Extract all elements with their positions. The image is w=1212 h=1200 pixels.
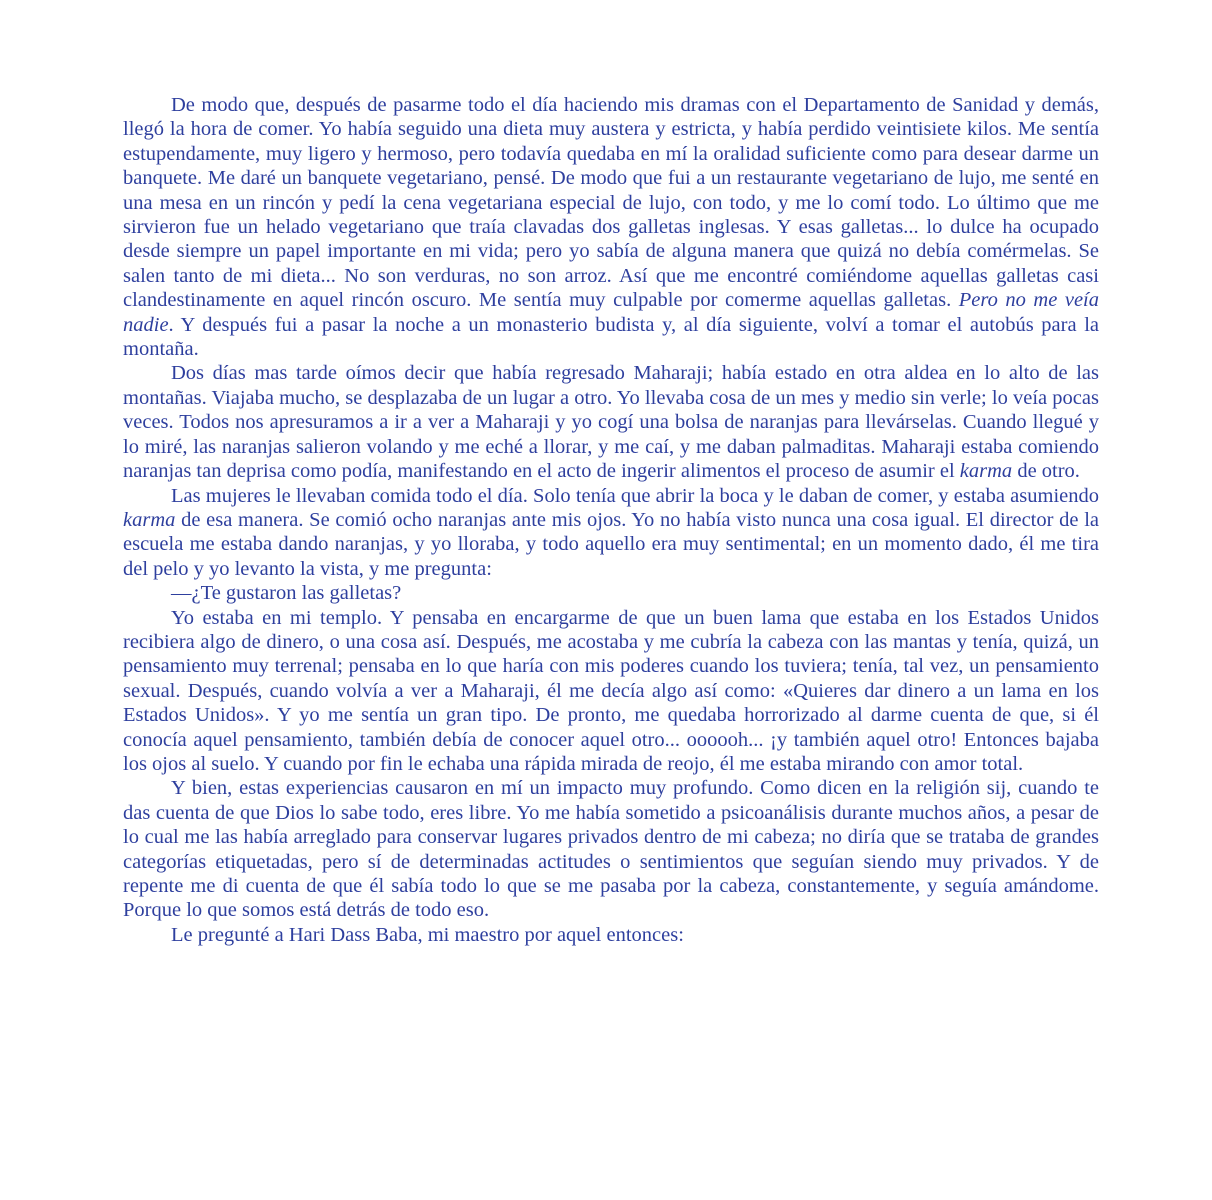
paragraph-3: [123, 484, 1099, 582]
text-run: Le pregunté a Hari Dass Baba, mi maestro por aquel entonces:: [171, 923, 684, 946]
text-run: de otro.: [1012, 460, 1080, 483]
italic-text-run: karma: [959, 460, 1013, 483]
paragraph-4-dialogue: [123, 581, 1099, 605]
italic-text-run: karma: [123, 508, 176, 531]
text-run: Y bien, estas experiencias causaron en mí un impacto muy profundo. Como dicen en la religión sij, cuando te das cuenta de que Dios lo sabe todo, eres libre. Yo me había sometido a psicoanálisis durante muchos años, a pesar de lo cual me las había arreglado para conservar lugares privados dentro de mi cabeza; no diría que se trataba de grandes categorías etiquetadas, pero sí de determinadas actitudes o sentimientos que seguían siendo muy privados. Y de repente me di cuenta de que él sabía todo lo que se me pasaba por la cabeza, constantemente, y seguía amándome. Porque lo que somos está detrás de todo eso.: [123, 777, 1099, 922]
text-run: Las mujeres le llevaban comida todo el día. Solo tenía que abrir la boca y le daban de comer, y estaba asumiendo: [171, 484, 1099, 507]
text-run: —¿Te gustaron las galletas?: [171, 582, 402, 605]
italic-text-run: Pero no me veía nadie: [123, 289, 1099, 336]
paragraph-1: [123, 93, 1099, 361]
text-run: Yo estaba en mi templo. Y pensaba en encargarme de que un buen lama que estaba en los Estados Unidos recibiera algo de dinero, o una cosa así. Después, me acostaba y me cubría la cabeza con las mantas y tenía, quizá, un pensamiento muy terrenal; pensaba en lo que haría con mis poderes cuando los tuviera; tenía, tal vez, un pensamiento sexual. Después, cuando volvía a ver a Maharaji, él me decía algo así como: «Quieres dar dinero a un lama en los Estados Unidos». Y yo me sentía un gran tipo. De pronto, me quedaba horrorizado al darme cuenta de que, si él conocía aquel pensamiento, también debía de conocer aquel otro... oooooh... ¡y también aquel otro! Entonces bajaba los ojos al suelo. Y cuando por fin le echaba una rápida mirada de reojo, él me estaba mirando con amor total.: [123, 606, 1099, 775]
text-run: de esa manera. Se comió ocho naranjas ante mis ojos. Yo no había visto nunca una cosa igual. El director de la escuela me estaba dando naranjas, y yo lloraba, y todo aquello era muy sentimental; en un momento dado, él me tira del pelo y yo levanto la vista, y me pregunta:: [123, 508, 1099, 580]
text-run: Dos días mas tarde oímos decir que había regresado Maharaji; había estado en otra aldea en lo alto de las montañas. Viajaba mucho, se desplazaba de un lugar a otro. Yo llevaba cosa de un mes y medio sin verle; lo veía pocas veces. Todos nos apresuramos a ir a ver a Maharaji y yo cogí una bolsa de naranjas para llevárselas. Cuando llegué y lo miré, las naranjas salieron volando y me eché a llorar, y me caí, y me daban palmaditas. Maharaji estaba comiendo naranjas tan deprisa como podía, manifestando en el acto de ingerir alimentos el proceso de asumir el: [123, 362, 1099, 483]
paragraph-7: [123, 923, 1099, 947]
text-run: De modo que, después de pasarme todo el día haciendo mis dramas con el Departamento de Sanidad y demás, llegó la hora de comer. Yo había seguido una dieta muy austera y estricta, y había perdido veintisiete kilos. Me sentía estupendamente, muy ligero y hermoso, pero todavía quedaba en mí la oralidad suficiente como para desear darme un banquete. Me daré un banquete vegetariano, pensé. De modo que fui a un restaurante vegetariano de lujo, me senté en una mesa en un rincón y pedí la cena vegetariana especial de lujo, con todo, y me lo comí todo. Lo último que me sirvieron fue un helado vegetariano que traía clavadas dos galletas inglesas. Y esas galletas... lo dulce ha ocupado desde siempre un papel importante en mi vida; pero yo sabía de alguna manera que quizá no debía comérmelas. Se salen tanto de mi dieta... No son verduras, no son arroz. Así que me encontré comiéndome aquellas galletas casi clandestinamente en aquel rincón oscuro. Me sentía muy culpable por comerme aquellas galletas.: [123, 94, 1099, 312]
text-run: . Y después fui a pasar la noche a un monasterio budista y, al día siguiente, volví a tomar el autobús para la montaña.: [123, 313, 1099, 361]
book-page-body: [123, 93, 1099, 947]
paragraph-2: [123, 361, 1099, 483]
paragraph-5: [123, 606, 1099, 777]
paragraph-6: [123, 776, 1099, 922]
